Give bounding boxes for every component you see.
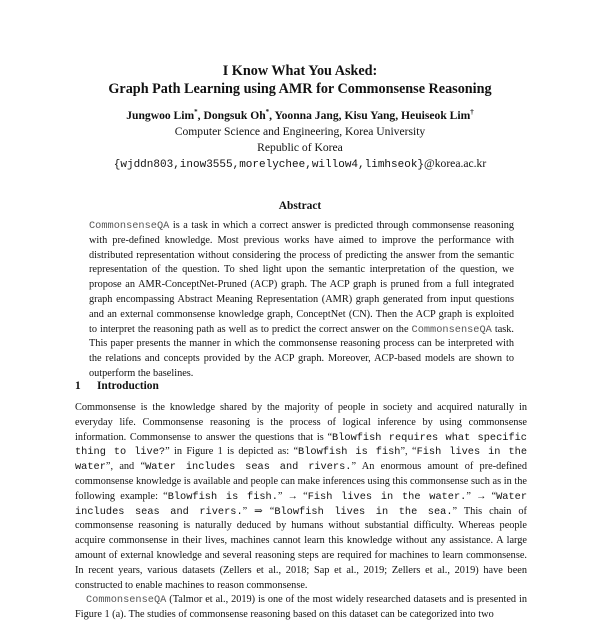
country: Republic of Korea (257, 141, 343, 154)
title-line-2: Graph Path Learning using AMR for Commonsense Reasoning (108, 81, 492, 97)
example-fact: Blowfish is fish. (167, 490, 278, 503)
author-1: Jungwoo Lim (126, 109, 195, 122)
affiliation: Computer Science and Engineering, Korea University (174, 125, 426, 138)
author-block (0, 108, 600, 173)
dataset-name: CommonsenseQA (411, 323, 492, 336)
abstract-heading: Abstract (278, 200, 322, 212)
example-question: Blowfish requires what specific thing to live? (75, 431, 527, 459)
example-fact: Blowfish is fish (298, 446, 401, 459)
section-title: Introduction (97, 380, 159, 392)
author-3-list: Yoonna Jang, Kisu Yang, Heuiseok Lim (274, 109, 471, 122)
dataset-name: CommonsenseQA (89, 220, 170, 232)
corresponding-author-mark: † (470, 108, 474, 117)
author-names: Jungwoo Lim*, Dongsuk Oh*, Yoonna Jang, Kisu Yang, Heuiseok Lim† (126, 108, 474, 122)
example-fact: Fish lives in the water (75, 446, 527, 474)
introduction-body (75, 401, 527, 623)
example-fact: Water includes seas and rivers. (75, 490, 528, 518)
equal-contribution-mark-2: * (265, 108, 270, 117)
example-conclusion: Blowfish lives in the sea. (274, 505, 453, 518)
title-line-1: I Know What You Asked: (222, 63, 378, 79)
author-2: Dongsuk Oh (203, 109, 266, 122)
dataset-name: CommonsenseQA (86, 594, 167, 607)
section-number: 1 (75, 380, 81, 392)
example-fact: Water includes seas and rivers. (145, 461, 352, 474)
email-domain: @korea.ac.kr (424, 157, 487, 170)
intro-paragraph-1: Commonsense is the knowledge shared by the majority of people in society and acquired naturally in everyday life. Commonsense reasoning is the process of logical inference by using commonsense information. Commonsense to answer the questions that is “Blowfish requires what specific thing to live?” in Figure 1 is depicted as: “Blowfish is fish”, “Fish lives in the water”, and “Water includes seas and rivers.” An enormous amount of pre-defined commonsense knowledge is available and people can make inferences using this commonsense such as in the following example: “Blowfish is fish.” → “Fish lives in the water.” → “Water includes seas and rivers.” ⇒ “Blowfish lives in the sea.” This chain of commonsense reasoning is naturally deduced by humans without substantial difficulty. Whereas people acquire commonsense in their lives, machines cannot learn this knowledge without any assistance. A large amount of external knowledge and several reasoning steps are required for machines to learn commonsense. In recent years, various datasets (Zellers et al., 2018; Sap et al., 2019; Zellers et al., 2019) have been constructed to enable machines to reason commonsense. (75, 402, 528, 591)
intro-paragraph-2: CommonsenseQA (Talmor et al., 2019) is one of the most widely researched datasets and is presented in Figure 1 (a). The studies of commonsense reasoning based on this dataset can be categorized into two (75, 594, 527, 621)
section-heading-introduction (75, 380, 159, 392)
example-fact: Fish lives in the water. (307, 490, 467, 503)
equal-contribution-mark: * (194, 108, 198, 117)
email-line (0, 156, 600, 173)
abstract-body: CommonsenseQA is a task in which a correct answer is predicted through commonsense reasoning with pre-defined knowledge. Most previous works have aimed to improve the performance with distributed representation without considering the process of predicting the answer from the semantic representation of the question. To shed light upon the semantic interpretation of the question, we propose an AMR-ConceptNet-Pruned (ACP) graph. The ACP graph is pruned from a full integrated graph encompassing Abstract Meaning Representation (AMR) graph generated from input questions and an external commonsense knowledge graph, ConceptNet (CN). Then the ACP graph is exploited to interpret the reasoning path as well as to predict the correct answer on the CommonsenseQA task. This paper presents the manner in which the commonsense reasoning process can be interpreted with the relations and concepts provided by the ACP graph. Moreover, ACP-based models are shown to outperform the baselines. (89, 220, 514, 379)
email-ids: {wjddn803,inow3555,morelychee,willow4,limhseok} (113, 159, 425, 171)
paper-title (0, 62, 600, 98)
